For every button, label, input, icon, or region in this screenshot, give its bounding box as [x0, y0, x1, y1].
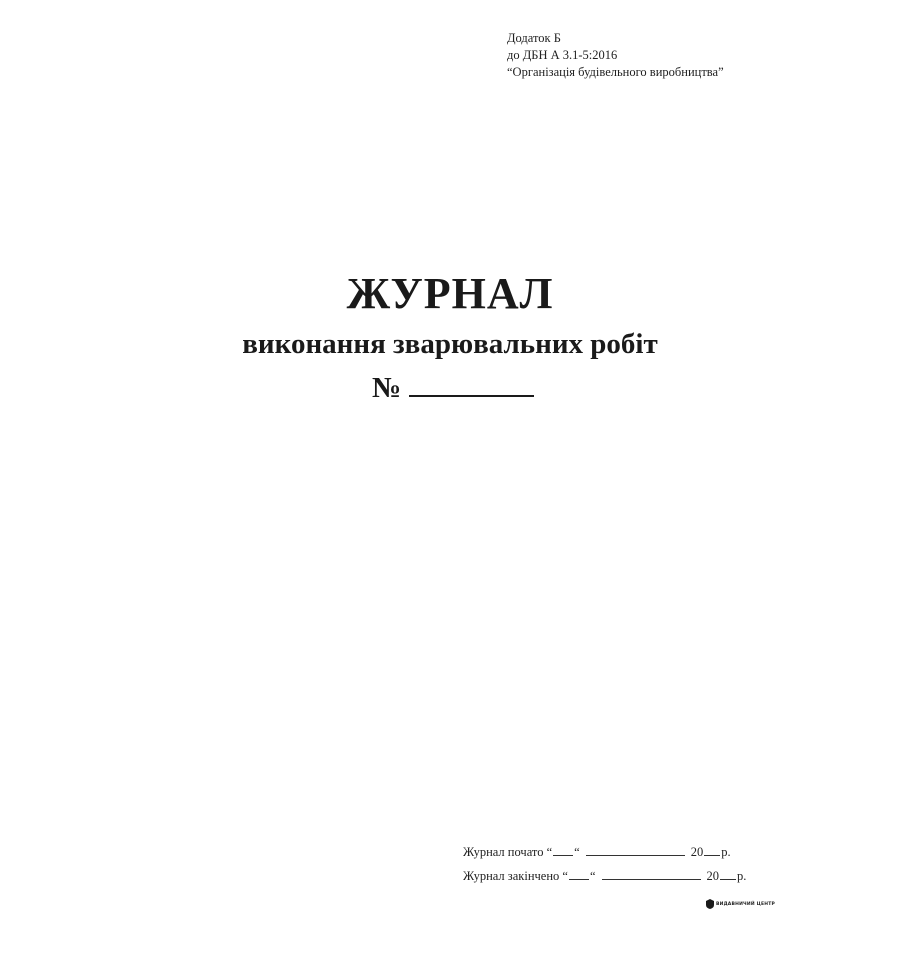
- publisher-logo-text: ВИДАВНИЧИЙ ЦЕНТР: [716, 901, 775, 907]
- month-blank: [602, 868, 701, 880]
- year-blank: [704, 844, 720, 856]
- day-blank: [553, 844, 573, 856]
- number-sign: №: [372, 372, 402, 404]
- publisher-emblem-icon: [706, 899, 714, 909]
- month-blank: [586, 844, 685, 856]
- title-block: [0, 268, 900, 362]
- journal-title: ЖУРНАЛ: [346, 269, 554, 318]
- journal-dates: [463, 840, 746, 888]
- year-suffix: р.: [737, 869, 747, 883]
- journal-subtitle: виконання зварювальних робіт: [242, 328, 658, 360]
- day-blank: [569, 868, 589, 880]
- date-started-row: [463, 840, 746, 864]
- publisher-logo: [706, 899, 775, 909]
- year-suffix: р.: [721, 845, 731, 859]
- quote-close: “: [574, 845, 580, 859]
- date-finished-label: Журнал закінчено “: [463, 869, 568, 883]
- appendix-line-1: Додаток Б: [507, 31, 561, 45]
- date-finished-row: [463, 864, 746, 888]
- journal-number-line: [372, 370, 534, 406]
- appendix-line-3: “Організація будівельного виробництва”: [507, 65, 724, 79]
- year-blank: [720, 868, 736, 880]
- appendix-note: [507, 30, 724, 81]
- year-prefix: 20: [690, 845, 704, 859]
- year-prefix: 20: [706, 869, 720, 883]
- date-started-label: Журнал почато “: [463, 845, 553, 859]
- quote-close: “: [589, 869, 596, 883]
- journal-number-blank: [409, 371, 534, 397]
- appendix-line-2: до ДБН А 3.1-5:2016: [507, 48, 618, 62]
